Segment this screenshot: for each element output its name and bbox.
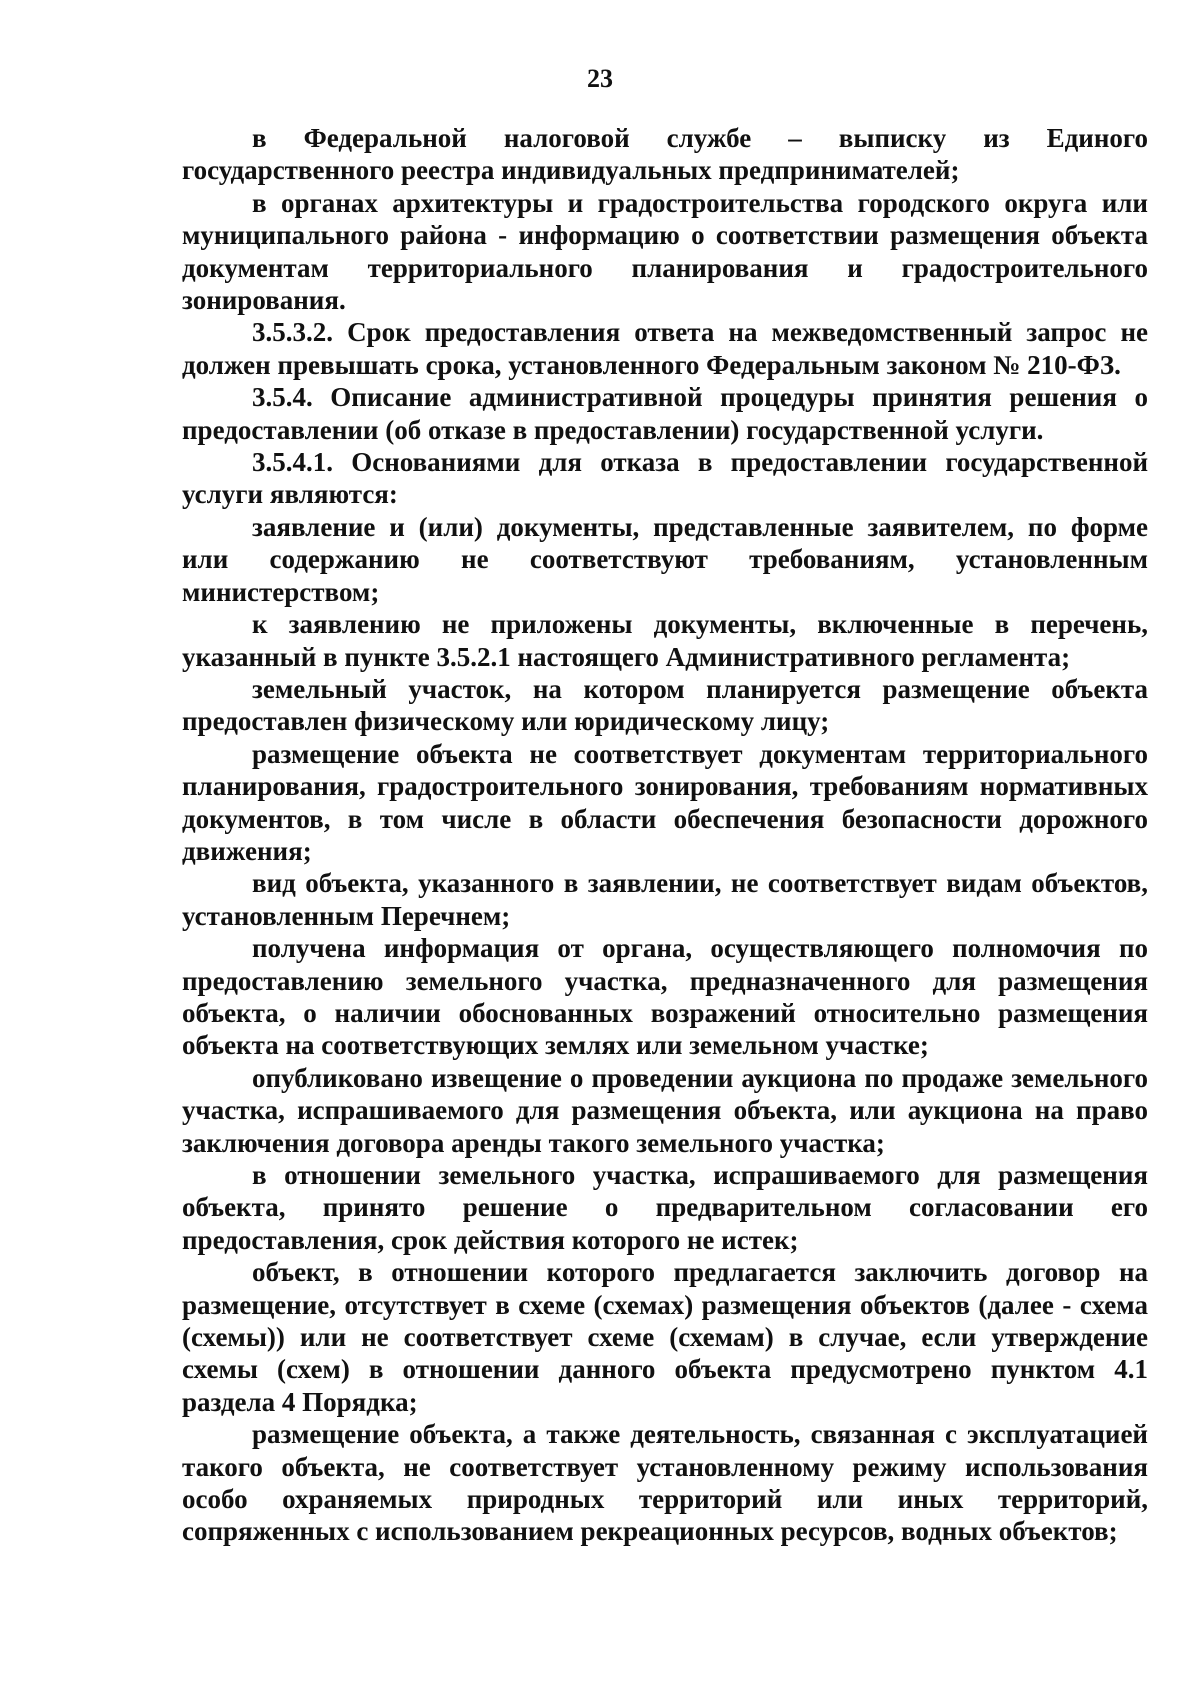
paragraph-3-5-4: 3.5.4. Описание административной процедуры принятия решения о предоставлении (об отказе в предоставлении) государственной услуги. [182,382,1148,445]
page-number: 23 [587,64,613,93]
refusal-ground-1: заявление и (или) документы, представленные заявителем, по форме или содержанию не соответствуют требованиям, установленным министерством; [182,511,1148,607]
refusal-ground-10: размещение объекта, а также деятельность, связанная с эксплуатацией такого объекта, не соответствует установленному режиму использования особо охраняемых природных территорий или иных территорий, сопряженных с использованием рекреационных ресурсов, водных объектов; [182,1419,1148,1547]
paragraph-fns-extract: в Федеральной налоговой службе – выписку из Единого государственного реестра индивидуальных предпринимателей; [182,123,1148,186]
paragraph-architecture-info: в органах архитектуры и градостроительства городского округа или муниципального района - информацию о соответствии размещения объекта документам территориального планирования и градостроительного зонирования. [182,187,1148,316]
refusal-ground-3: земельный участок, на котором планируется размещение объекта предоставлен физическому или юридическому лицу; [182,673,1148,737]
refusal-ground-7: опубликовано извещение о проведении аукциона по продаже земельного участка, испрашиваемого для размещения объекта, или аукциона на право заключения договора аренды такого земельного участка; [182,1062,1148,1158]
paragraph-3-5-4-1: 3.5.4.1. Основаниями для отказа в предоставлении государственной услуги являются: [182,447,1148,510]
document-body [182,122,1148,1548]
refusal-ground-5: вид объекта, указанного в заявлении, не соответствует видам объектов, установленным Перечнем; [182,868,1148,931]
refusal-ground-2: к заявлению не приложены документы, включенные в перечень, указанный в пункте 3.5.2.1 настоящего Административного регламента; [182,609,1148,672]
paragraph-3-5-3-2: 3.5.3.2. Срок предоставления ответа на межведомственный запрос не должен превышать срока, установленного Федеральным законом № 210-ФЗ. [182,317,1148,380]
refusal-ground-6: получена информация от органа, осуществляющего полномочия по предоставлению земельного участка, предназначенного для размещения объекта, о наличии обоснованных возражений относительно размещения объекта на соответствующих землях или земельном участке; [182,933,1148,1061]
refusal-ground-9: объект, в отношении которого предлагается заключить договор на размещение, отсутствует в схеме (схемах) размещения объектов (далее - схема (схемы)) или не соответствует схеме (схемам) в случае, если утверждение схемы (схем) в отношении данного объекта предусмотрено пунктом 4.1 раздела 4 Порядка; [182,1257,1148,1417]
refusal-ground-8: в отношении земельного участка, испрашиваемого для размещения объекта, принято решение о предварительном согласовании его предоставления, срок действия которого не истек; [182,1160,1148,1255]
refusal-ground-4: размещение объекта не соответствует документам территориального планирования, градостроительного зонирования, требованиям нормативных документов, в том числе в области обеспечения безопасности дорожного движения; [182,738,1148,866]
